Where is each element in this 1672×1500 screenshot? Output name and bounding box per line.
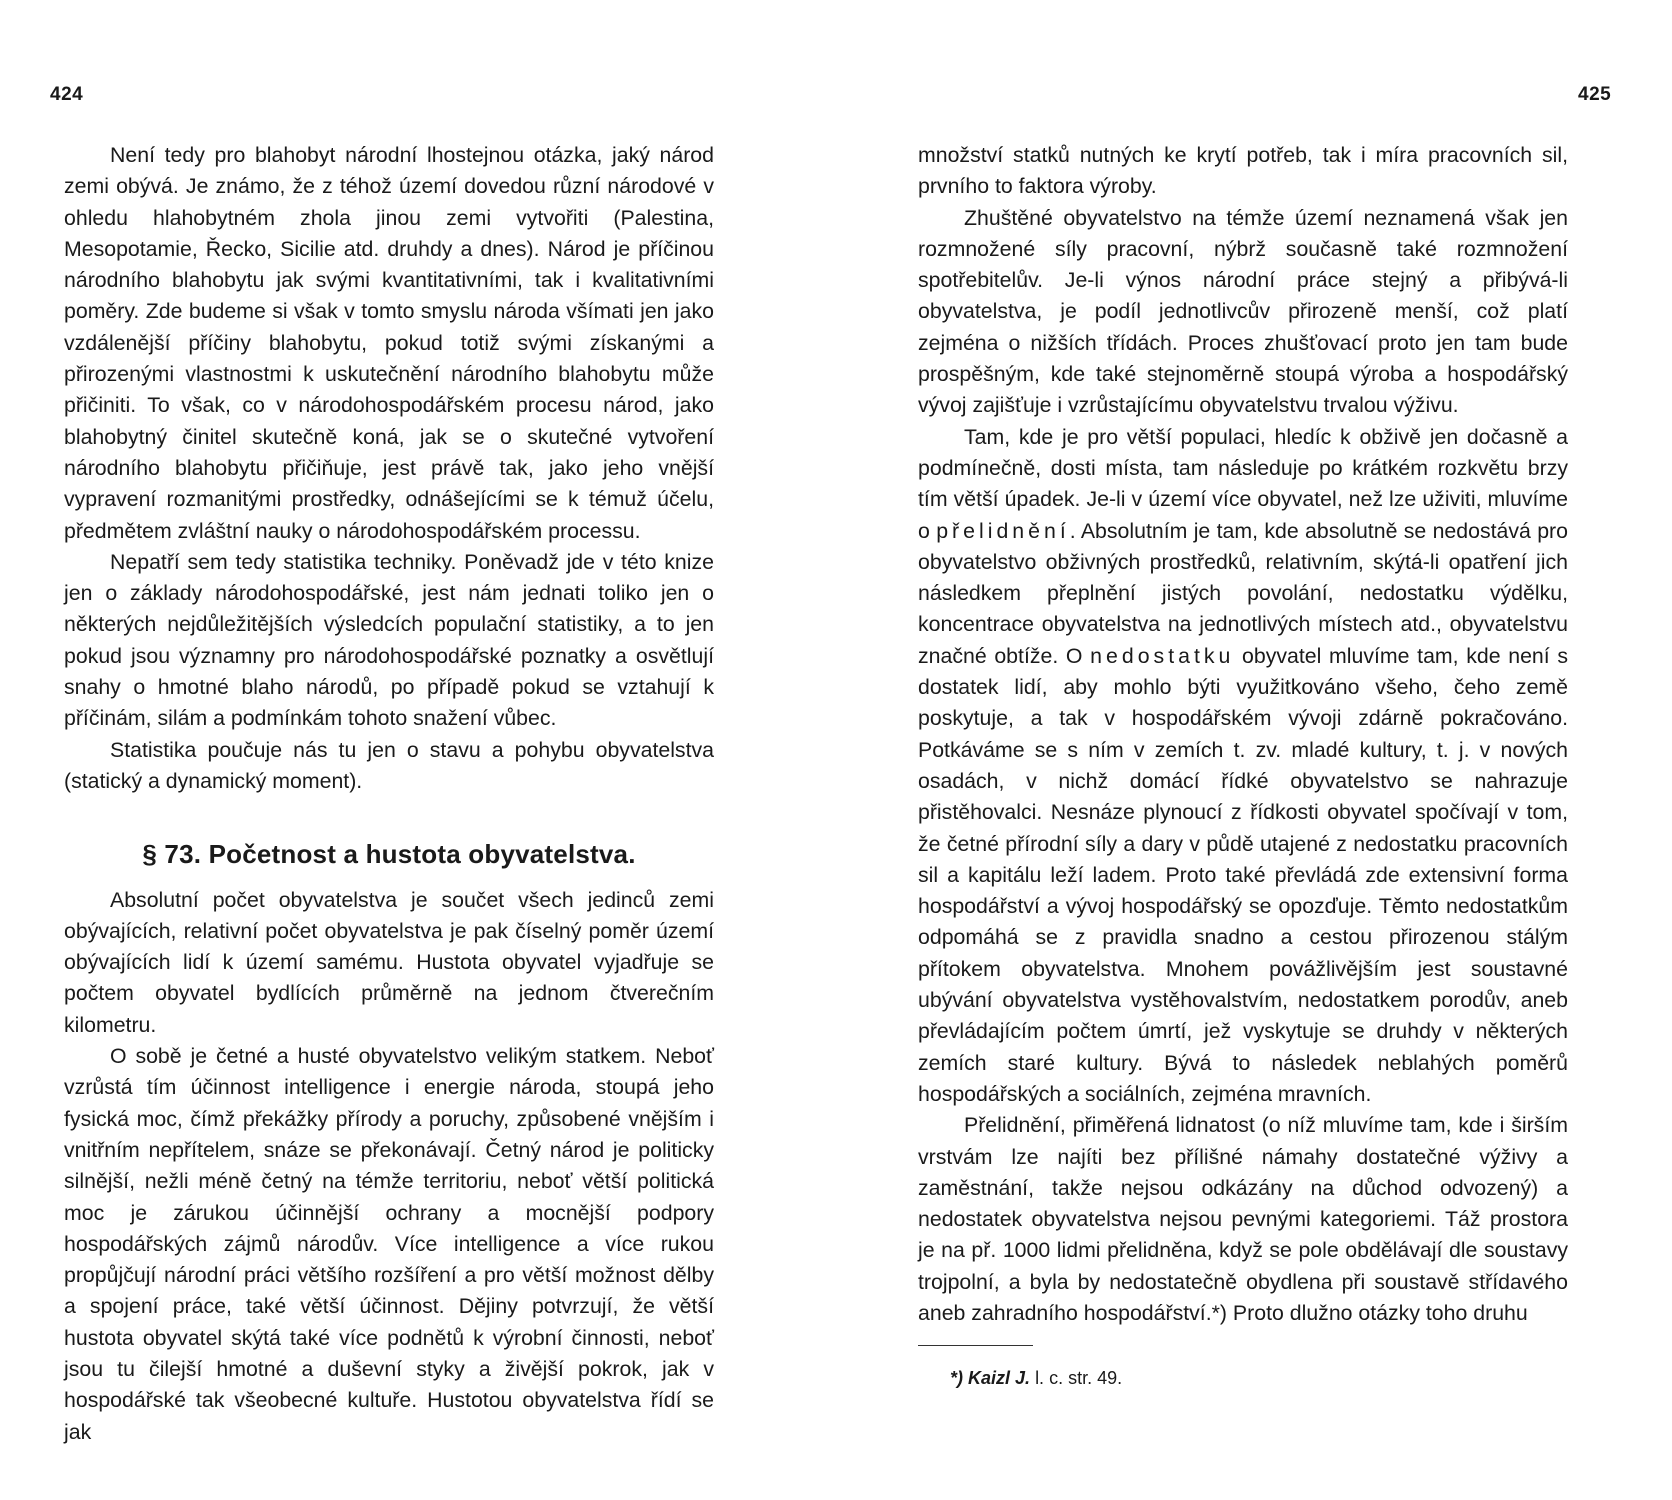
paragraph: O sobě je četné a husté obyvatelstvo velikým statkem. Neboť vzrůstá tím účinnost intelligence i energie národa, stoupá jeho fysická moc, čímž překážky přírody a poruchy, způsobené vnějším i vnitřním nepřítelem, snáze se překonávají. Četný národ je politicky silnější, nežli méně četný na témže territoriu, neboť větší politická moc je zárukou účinnější ochrany a mocnější podpory hospodářských zájmů národův. Více intelligence a více rukou propůjčují národní práci většího rozšíření a pro větší možnost dělby a spojení práce, také větší účinnost. Dějiny potvrzují, že větší hustota obyvatel skýtá také více podnětů k výrobní činnosti, neboť jsou tu čilejší hmotné a duševní styky a živější pokrok, jak v hospodářské tak všeobecné kultuře. Hustotou obyvatelstva řídí se jak [64,1044,714,1444]
paragraph-continuation: množství statků nutných ke krytí potřeb, tak i míra pracovních sil, prvního to faktora výroby. [918,143,1568,199]
paragraph: Není tedy pro blahobyt národní lhostejnou otázka, jaký národ zemi obývá. Je známo, že z téhož území dovedou různí národové v ohledu hlahobytném zhola jinou zemi vytvořiti (Palestina, Mesopotamie, Řecko, Sicilie atd. druhdy a dnes). Národ je příčinou národního blahobytu jak svými kvantitativními, tak i kvalitativními poměry. Zde budeme si však v tomto smyslu národa všímati jen jako vzdálenější příčiny blahobytu, pokud totiž svými získanými a přirozenými vlastnostmi k uskutečnění národního blahobytu může přičiniti. To však, co v národohospodářském procesu národ, jako blahobytný činitel skutečně koná, jak se o skutečné vytvoření národního blahobytu přičiňuje, jest právě tak, jako jeho vnější vypravení rozmanitými prostředky, odnášejícími se k témuž účelu, předmětem zvláštní nauky o národohospodářském processu. [64,143,714,543]
footnote [918,1366,1568,1390]
section-heading: § 73. Početnost a hustota obyvatelstva. [142,839,636,870]
paragraph: Absolutní počet obyvatelstva je součet všech jedinců zemi obývajících, relativní počet obyvatelstva je pak číselný poměr území obývajících lidí k území samému. Hustota obyvatel vyjadřuje se počtem obyvatel bydlících průměrně na jednom čtverečním kilometru. [64,887,714,1037]
paragraph: Statistika poučuje nás tu jen o stavu a pohybu obyvatelstva (statický a dynamický moment). [64,737,714,793]
text-run: obyvatel mluvíme tam, kde není s dostatek lidí, aby mohlo býti využitkováno všeho, čeho země poskytuje, a tak v hospodářském vývoji zdárně pokračováno. Potkáváme se s ním v zemích t. zv. mladé kultury, t. j. v nových osadách, v nichž domácí řídké obyvatelstvo se nahrazuje přistěhovalci. Nesnáze plynoucí z řídkosti obyvatel spočívají v tom, že četné přírodní síly a dary v půdě utajené z nedostatku pracovních sil a kapitálu leží ladem. Proto také převládá zde extensivní forma hospodářství a vývoj hospodářský se opozďuje. Těmto nedostatkům odpomáhá se z pravidla snadno a cestou přirozenou stálým přítokem obyvatelstva. Mnohem povážlivějším jest soustavné ubývání obyvatelstva vystěhovalstvím, nedostatkem porodův, aneb převládajícím počtem úmrtí, jež vyskytuje se druhdy v některých zemích staré kultury. Bývá to následek neblahých poměrů hospodářských a sociálních, zejména mravních. [918,643,1568,1106]
footnote-marker: *) [950,1368,963,1389]
paragraph: Nepatří sem tedy statistika techniky. Poněvadž jde v této knize jen o základy národohospodářské, jest nám jednati toliko jen o některých nejdůležitějších výsledcích populační statistiky, a to jen pokud jsou významny pro národohospodářské poznatky a osvětlují snahy o hmotné blaho národů, po případě pokud se vztahují k příčinám, silám a podmínkám tohoto snažení vůbec. [64,549,714,731]
left-page-text [64,140,714,1448]
footnote-author: Kaizl J. [968,1368,1031,1389]
text-run: . Absolutním je tam, kde absolutně se nedostává pro obyvatelstvo obživných prostředků, relativním, skýtá-li opatření jich následkem přeplnění jistých povolání, nedostatku výdělku, koncentrace obyvatelstva na jednotlivých místech atd., obyvatelstvu značné obtíže. O [918,518,1568,668]
footnote-rule [918,1345,1033,1346]
page-number-right: 425 [1578,84,1612,105]
emphasized-term: přelidnění [936,518,1070,543]
paragraph: Přelidnění, přiměřená lidnatost (o níž mluvíme tam, kde i širším vrstvám lze najíti bez přílišné námahy dostatečné výživy a zaměstnání, takže nejsou odkázány na důchod odvozený) a nedostatek obyvatelstva nejsou pevnými kategoriemi. Táž prostora je na př. 1000 lidmi přelidněna, když se pole obdělávají dle soustavy trojpolní, a byla by nedostatečně obydlena při soustavě střídavého aneb zahradního hospodářství.*) Proto dlužno otázky toho druhu [918,1113,1568,1325]
emphasized-term: nedostatku [1090,643,1235,668]
paragraph [918,422,1568,1111]
footnote-ref: l. c. str. 49. [1035,1368,1123,1389]
paragraph: Zhuštěné obyvatelstvo na témže území neznamená však jen rozmnožené síly pracovní, nýbrž současně také rozmnožení spotřebitelův. Je-li výnos národní práce stejný a přibývá-li obyvatelstva, je podíl jednotlivcův přirozeně menší, což platí zejména o nižších třídách. Proces zhušťovací proto jen tam bude prospěšným, kde také stejnoměrně stoupá výroba a hospodářský vývoj zajišťuje i vzrůstajícímu obyvatelstvu trvalou výživu. [918,205,1568,418]
text-run: Tam, kde je pro větší populaci, hledíc k obživě jen dočasně a podmínečně, dosti místa, tam následuje po krátkém rozkvětu brzy tím větší úpadek. Je-li v území více obyvatel, než lze uživiti, mluvíme o [918,424,1568,543]
right-page-text [918,140,1568,1390]
page-number-left: 424 [50,84,84,105]
